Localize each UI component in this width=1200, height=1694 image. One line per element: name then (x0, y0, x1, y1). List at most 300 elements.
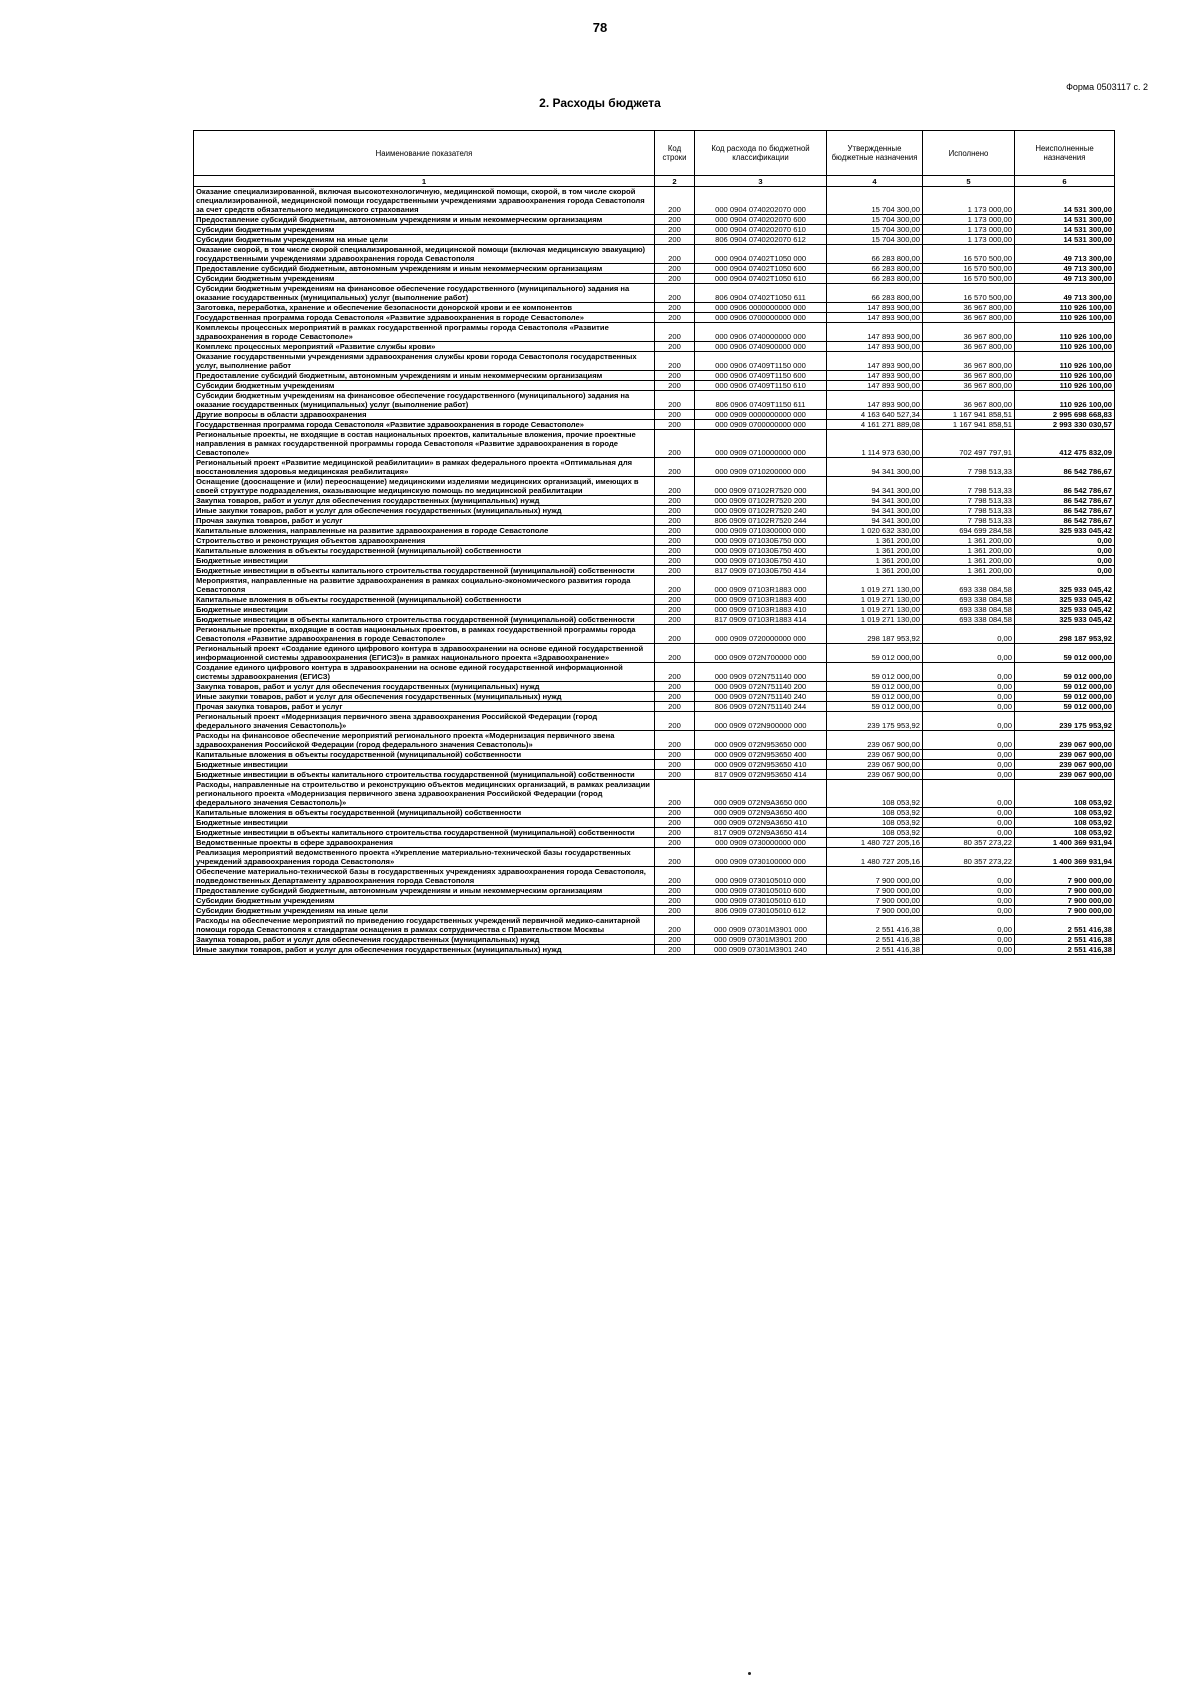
row-name: Закупка товаров, работ и услуг для обеспечения государственных (муниципальных) нужд (194, 935, 655, 945)
row-expense-code: 000 0909 07301М3901 200 (695, 935, 827, 945)
table-row (194, 896, 1115, 906)
row-executed: 36 967 800,00 (923, 371, 1015, 381)
row-expense-code: 000 0909 07102R7520 240 (695, 506, 827, 516)
row-name: Субсидии бюджетным учреждениям (194, 225, 655, 235)
row-name: Комплексы процессных мероприятий в рамках государственной программы города Севастополя «Развитие здравоохранения в городе Севастополе» (194, 323, 655, 342)
row-executed: 36 967 800,00 (923, 303, 1015, 313)
row-remaining: 108 053,92 (1015, 818, 1115, 828)
row-remaining: 14 531 300,00 (1015, 225, 1115, 235)
table-row (194, 506, 1115, 516)
row-remaining: 0,00 (1015, 556, 1115, 566)
row-expense-code: 000 0909 0000000000 000 (695, 410, 827, 420)
table-row (194, 342, 1115, 352)
table-row (194, 848, 1115, 867)
row-name: Региональные проекты, не входящие в состав национальных проектов, капитальные вложения, прочие проектные направления в рамках государственной программы города Севастополя «Развитие здравоохранения в городе Севастополе» (194, 430, 655, 458)
row-executed: 36 967 800,00 (923, 381, 1015, 391)
table-row (194, 663, 1115, 682)
row-remaining: 110 926 100,00 (1015, 371, 1115, 381)
row-remaining: 110 926 100,00 (1015, 313, 1115, 323)
row-remaining: 49 713 300,00 (1015, 284, 1115, 303)
row-approved: 59 012 000,00 (827, 682, 923, 692)
table-row (194, 371, 1115, 381)
row-expense-code: 000 0904 07402Т1050 600 (695, 264, 827, 274)
table-row (194, 245, 1115, 264)
row-line-code: 200 (655, 313, 695, 323)
row-approved: 1 361 200,00 (827, 546, 923, 556)
table-row (194, 595, 1115, 605)
row-line-code: 200 (655, 546, 695, 556)
table-row (194, 750, 1115, 760)
row-approved: 298 187 953,92 (827, 625, 923, 644)
row-name: Обеспечение материально-технической базы в государственных учреждениях здравоохранения города Севастополя, подведомственных Департаменту здравоохранения города Севастополя (194, 867, 655, 886)
row-approved: 1 019 271 130,00 (827, 595, 923, 605)
column-number: 2 (655, 176, 695, 187)
table-row (194, 916, 1115, 935)
row-executed: 36 967 800,00 (923, 342, 1015, 352)
row-remaining: 7 900 000,00 (1015, 867, 1115, 886)
row-expense-code: 000 0909 0730100000 000 (695, 848, 827, 867)
row-approved: 59 012 000,00 (827, 644, 923, 663)
row-expense-code: 000 0909 072N700000 000 (695, 644, 827, 663)
row-line-code: 200 (655, 625, 695, 644)
row-line-code: 200 (655, 576, 695, 595)
table-row (194, 644, 1115, 663)
row-name: Субсидии бюджетным учреждениям (194, 381, 655, 391)
row-line-code: 200 (655, 615, 695, 625)
row-name: Субсидии бюджетным учреждениям на иные цели (194, 235, 655, 245)
row-approved: 1 019 271 130,00 (827, 615, 923, 625)
row-line-code: 200 (655, 284, 695, 303)
row-remaining: 7 900 000,00 (1015, 886, 1115, 896)
row-approved: 147 893 900,00 (827, 342, 923, 352)
row-approved: 147 893 900,00 (827, 371, 923, 381)
row-approved: 15 704 300,00 (827, 235, 923, 245)
row-expense-code: 806 0909 0730105010 612 (695, 906, 827, 916)
row-remaining: 325 933 045,42 (1015, 576, 1115, 595)
table-row (194, 516, 1115, 526)
row-remaining: 239 067 900,00 (1015, 760, 1115, 770)
row-approved: 4 163 640 527,34 (827, 410, 923, 420)
row-line-code: 200 (655, 245, 695, 264)
table-row (194, 187, 1115, 215)
row-expense-code: 000 0909 07102R7520 000 (695, 477, 827, 496)
row-remaining: 86 542 786,67 (1015, 477, 1115, 496)
row-executed: 1 361 200,00 (923, 556, 1015, 566)
row-line-code: 200 (655, 780, 695, 808)
row-expense-code: 000 0909 0710000000 000 (695, 430, 827, 458)
row-name: Прочая закупка товаров, работ и услуг (194, 516, 655, 526)
row-remaining: 108 053,92 (1015, 780, 1115, 808)
column-number: 6 (1015, 176, 1115, 187)
table-row (194, 702, 1115, 712)
row-approved: 66 283 800,00 (827, 284, 923, 303)
header-expense-code: Код расхода по бюджетной классификации (695, 131, 827, 176)
row-expense-code: 000 0909 07103R1883 000 (695, 576, 827, 595)
row-executed: 7 798 513,33 (923, 477, 1015, 496)
row-remaining: 7 900 000,00 (1015, 906, 1115, 916)
row-approved: 108 053,92 (827, 808, 923, 818)
row-line-code: 200 (655, 663, 695, 682)
row-executed: 36 967 800,00 (923, 313, 1015, 323)
row-approved: 239 067 900,00 (827, 750, 923, 760)
table-row (194, 420, 1115, 430)
row-executed: 0,00 (923, 818, 1015, 828)
row-expense-code: 000 0909 072N751140 240 (695, 692, 827, 702)
row-approved: 1 019 271 130,00 (827, 576, 923, 595)
row-expense-code: 817 0909 071030Б750 414 (695, 566, 827, 576)
row-remaining: 325 933 045,42 (1015, 526, 1115, 536)
row-remaining: 86 542 786,67 (1015, 496, 1115, 506)
row-executed: 0,00 (923, 760, 1015, 770)
row-remaining: 59 012 000,00 (1015, 702, 1115, 712)
row-expense-code: 806 0906 07409Т1150 611 (695, 391, 827, 410)
row-expense-code: 806 0909 07102R7520 244 (695, 516, 827, 526)
row-expense-code: 000 0909 07301М3901 240 (695, 945, 827, 955)
row-name: Оказание государственными учреждениями здравоохранения службы крови города Севастополя государственных услуг, выполнение работ (194, 352, 655, 371)
table-row (194, 526, 1115, 536)
row-expense-code: 817 0909 072N9А3650 414 (695, 828, 827, 838)
row-executed: 0,00 (923, 945, 1015, 955)
row-line-code: 200 (655, 381, 695, 391)
row-name: Расходы, направленные на строительство и реконструкцию объектов медицинских организаций, в рамках реализации регионального проекта «Модернизация первичного звена здравоохранения Российской Федерации (город федерального значения Севастополь)» (194, 780, 655, 808)
row-approved: 1 480 727 205,16 (827, 838, 923, 848)
row-line-code: 200 (655, 371, 695, 381)
row-approved: 94 341 300,00 (827, 458, 923, 477)
row-approved: 94 341 300,00 (827, 516, 923, 526)
row-name: Субсидии бюджетным учреждениям на иные цели (194, 906, 655, 916)
row-approved: 239 067 900,00 (827, 770, 923, 780)
row-name: Оказание скорой, в том числе скорой специализированной, медицинской помощи (включая медицинскую эвакуацию) государственными учреждениями здравоохранения города Севастополя (194, 245, 655, 264)
row-line-code: 200 (655, 458, 695, 477)
row-remaining: 108 053,92 (1015, 828, 1115, 838)
table-row (194, 828, 1115, 838)
row-remaining: 110 926 100,00 (1015, 303, 1115, 313)
row-name: Бюджетные инвестиции (194, 556, 655, 566)
table-row (194, 410, 1115, 420)
row-expense-code: 000 0909 0730000000 000 (695, 838, 827, 848)
row-executed: 36 967 800,00 (923, 352, 1015, 371)
row-name: Бюджетные инвестиции (194, 760, 655, 770)
row-remaining: 49 713 300,00 (1015, 274, 1115, 284)
row-expense-code: 806 0909 072N751140 244 (695, 702, 827, 712)
row-line-code: 200 (655, 906, 695, 916)
row-name: Капитальные вложения в объекты государственной (муниципальной) собственности (194, 808, 655, 818)
table-row (194, 576, 1115, 595)
row-name: Предоставление субсидий бюджетным, автономным учреждениям и иным некоммерческим организациям (194, 371, 655, 381)
row-name: Прочая закупка товаров, работ и услуг (194, 702, 655, 712)
row-line-code: 200 (655, 506, 695, 516)
row-remaining: 110 926 100,00 (1015, 391, 1115, 410)
row-executed: 693 338 084,58 (923, 595, 1015, 605)
row-line-code: 200 (655, 605, 695, 615)
row-line-code: 200 (655, 477, 695, 496)
row-line-code: 200 (655, 935, 695, 945)
row-expense-code: 000 0909 071030Б750 410 (695, 556, 827, 566)
row-line-code: 200 (655, 808, 695, 818)
row-expense-code: 000 0909 072N9А3650 000 (695, 780, 827, 808)
row-executed: 0,00 (923, 682, 1015, 692)
row-remaining: 110 926 100,00 (1015, 381, 1115, 391)
row-remaining: 1 400 369 931,94 (1015, 838, 1115, 848)
row-name: Оснащение (дооснащение и (или) переоснащение) медицинскими изделиями медицинских организаций, имеющих в своей структуре подразделения, оказывающие медицинскую помощь по медицинской реабилитации (194, 477, 655, 496)
row-line-code: 200 (655, 760, 695, 770)
row-expense-code: 000 0909 071030Б750 000 (695, 536, 827, 546)
table-row (194, 886, 1115, 896)
row-name: Бюджетные инвестиции в объекты капитального строительства государственной (муниципальной) собственности (194, 566, 655, 576)
table-row (194, 838, 1115, 848)
row-expense-code: 000 0909 07103R1883 410 (695, 605, 827, 615)
row-expense-code: 000 0909 072N751140 200 (695, 682, 827, 692)
row-line-code: 200 (655, 303, 695, 313)
row-approved: 4 161 271 889,08 (827, 420, 923, 430)
row-executed: 16 570 500,00 (923, 274, 1015, 284)
row-approved: 66 283 800,00 (827, 264, 923, 274)
row-remaining: 325 933 045,42 (1015, 615, 1115, 625)
row-line-code: 200 (655, 430, 695, 458)
row-line-code: 200 (655, 410, 695, 420)
row-executed: 693 338 084,58 (923, 576, 1015, 595)
row-executed: 702 497 797,91 (923, 430, 1015, 458)
row-remaining: 86 542 786,67 (1015, 506, 1115, 516)
row-remaining: 7 900 000,00 (1015, 896, 1115, 906)
row-line-code: 200 (655, 712, 695, 731)
row-line-code: 200 (655, 848, 695, 867)
row-name: Предоставление субсидий бюджетным, автономным учреждениям и иным некоммерческим организациям (194, 215, 655, 225)
row-name: Государственная программа города Севастополя «Развитие здравоохранения в городе Севастополе» (194, 313, 655, 323)
row-name: Бюджетные инвестиции в объекты капитального строительства государственной (муниципальной) собственности (194, 828, 655, 838)
row-expense-code: 000 0909 071030Б750 400 (695, 546, 827, 556)
table-row (194, 303, 1115, 313)
row-remaining: 2 551 416,38 (1015, 916, 1115, 935)
table-row (194, 760, 1115, 770)
row-remaining: 239 067 900,00 (1015, 770, 1115, 780)
row-expense-code: 000 0909 07301М3901 000 (695, 916, 827, 935)
row-executed: 1 167 941 858,51 (923, 410, 1015, 420)
row-approved: 108 053,92 (827, 828, 923, 838)
row-executed: 36 967 800,00 (923, 323, 1015, 342)
row-line-code: 200 (655, 274, 695, 284)
table-row (194, 313, 1115, 323)
row-line-code: 200 (655, 702, 695, 712)
table-row (194, 556, 1115, 566)
table-row (194, 381, 1115, 391)
table-body (194, 187, 1115, 955)
row-line-code: 200 (655, 770, 695, 780)
row-name: Создание единого цифрового контура в здравоохранении на основе единой государственной информационной системы здравоохранения (ЕГИСЗ) (194, 663, 655, 682)
row-approved: 94 341 300,00 (827, 506, 923, 516)
row-line-code: 200 (655, 916, 695, 935)
row-expense-code: 000 0904 07402Т1050 000 (695, 245, 827, 264)
row-executed: 36 967 800,00 (923, 391, 1015, 410)
row-approved: 7 900 000,00 (827, 896, 923, 906)
row-expense-code: 000 0909 0730105010 600 (695, 886, 827, 896)
row-approved: 2 551 416,38 (827, 935, 923, 945)
column-number-row (194, 176, 1115, 187)
row-approved: 59 012 000,00 (827, 692, 923, 702)
row-approved: 108 053,92 (827, 780, 923, 808)
row-executed: 7 798 513,33 (923, 458, 1015, 477)
row-name: Субсидии бюджетным учреждениям (194, 274, 655, 284)
row-remaining: 2 993 330 030,57 (1015, 420, 1115, 430)
row-remaining: 1 400 369 931,94 (1015, 848, 1115, 867)
row-line-code: 200 (655, 867, 695, 886)
row-line-code: 200 (655, 682, 695, 692)
header-line-code: Код строки (655, 131, 695, 176)
budget-expenses-table (193, 130, 1115, 955)
row-line-code: 200 (655, 391, 695, 410)
row-line-code: 200 (655, 692, 695, 702)
row-remaining: 2 551 416,38 (1015, 945, 1115, 955)
row-line-code: 200 (655, 264, 695, 274)
section-title: 2. Расходы бюджета (539, 96, 661, 110)
table-row (194, 496, 1115, 506)
row-expense-code: 000 0909 07103R1883 400 (695, 595, 827, 605)
row-line-code: 200 (655, 187, 695, 215)
row-expense-code: 000 0909 07102R7520 200 (695, 496, 827, 506)
row-line-code: 200 (655, 215, 695, 225)
row-executed: 0,00 (923, 896, 1015, 906)
row-line-code: 200 (655, 828, 695, 838)
row-approved: 147 893 900,00 (827, 391, 923, 410)
row-remaining: 86 542 786,67 (1015, 458, 1115, 477)
row-line-code: 200 (655, 516, 695, 526)
row-approved: 15 704 300,00 (827, 225, 923, 235)
row-line-code: 200 (655, 731, 695, 750)
table-row (194, 477, 1115, 496)
row-name: Региональные проекты, входящие в состав национальных проектов, в рамках государственной программы города Севастополя «Развитие здравоохранения в городе Севастополе» (194, 625, 655, 644)
row-expense-code: 000 0909 0720000000 000 (695, 625, 827, 644)
row-approved: 1 019 271 130,00 (827, 605, 923, 615)
row-expense-code: 806 0904 07402Т1050 611 (695, 284, 827, 303)
row-expense-code: 000 0904 0740202070 000 (695, 187, 827, 215)
row-line-code: 200 (655, 818, 695, 828)
row-executed: 0,00 (923, 828, 1015, 838)
row-executed: 0,00 (923, 731, 1015, 750)
row-line-code: 200 (655, 342, 695, 352)
row-remaining: 0,00 (1015, 546, 1115, 556)
row-remaining: 14 531 300,00 (1015, 215, 1115, 225)
row-executed: 0,00 (923, 906, 1015, 916)
row-expense-code: 000 0909 0730105010 000 (695, 867, 827, 886)
row-remaining: 110 926 100,00 (1015, 342, 1115, 352)
row-name: Закупка товаров, работ и услуг для обеспечения государственных (муниципальных) нужд (194, 682, 655, 692)
table-row (194, 906, 1115, 916)
row-executed: 1 361 200,00 (923, 546, 1015, 556)
row-remaining: 59 012 000,00 (1015, 692, 1115, 702)
row-approved: 108 053,92 (827, 818, 923, 828)
row-approved: 1 361 200,00 (827, 566, 923, 576)
row-remaining: 239 067 900,00 (1015, 750, 1115, 760)
row-remaining: 59 012 000,00 (1015, 644, 1115, 663)
row-expense-code: 000 0909 072N953650 400 (695, 750, 827, 760)
form-code: Форма 0503117 с. 2 (1066, 82, 1148, 92)
row-executed: 0,00 (923, 780, 1015, 808)
row-name: Заготовка, переработка, хранение и обеспечение безопасности донорской крови и ее компонентов (194, 303, 655, 313)
row-name: Оказание специализированной, включая высокотехнологичную, медицинской помощи, скорой, в том числе скорой специализированной, медицинской помощи государственными учреждениями здравоохранения города Севастополя за счет средств обязательного медицинского страхования (194, 187, 655, 215)
row-expense-code: 817 0909 07103R1883 414 (695, 615, 827, 625)
row-line-code: 200 (655, 225, 695, 235)
row-line-code: 200 (655, 595, 695, 605)
row-remaining: 59 012 000,00 (1015, 682, 1115, 692)
row-approved: 239 067 900,00 (827, 760, 923, 770)
row-line-code: 200 (655, 556, 695, 566)
row-expense-code: 000 0906 07409Т1150 610 (695, 381, 827, 391)
table-row (194, 566, 1115, 576)
row-name: Государственная программа города Севастополя «Развитие здравоохранения в городе Севастополе» (194, 420, 655, 430)
table-row (194, 625, 1115, 644)
row-name: Капитальные вложения, направленные на развитие здравоохранения в городе Севастополе (194, 526, 655, 536)
row-executed: 0,00 (923, 770, 1015, 780)
row-approved: 7 900 000,00 (827, 886, 923, 896)
table-row (194, 712, 1115, 731)
row-executed: 694 699 284,58 (923, 526, 1015, 536)
row-remaining: 49 713 300,00 (1015, 245, 1115, 264)
row-line-code: 200 (655, 644, 695, 663)
row-approved: 1 114 973 630,00 (827, 430, 923, 458)
row-remaining: 49 713 300,00 (1015, 264, 1115, 274)
row-remaining: 239 067 900,00 (1015, 731, 1115, 750)
row-remaining: 239 175 953,92 (1015, 712, 1115, 731)
row-line-code: 200 (655, 896, 695, 906)
row-name: Иные закупки товаров, работ и услуг для обеспечения государственных (муниципальных) нужд (194, 692, 655, 702)
column-number: 3 (695, 176, 827, 187)
row-expense-code: 000 0909 072N751140 000 (695, 663, 827, 682)
row-line-code: 200 (655, 838, 695, 848)
row-line-code: 200 (655, 235, 695, 245)
row-approved: 94 341 300,00 (827, 496, 923, 506)
row-executed: 0,00 (923, 702, 1015, 712)
row-name: Субсидии бюджетным учреждениям на финансовое обеспечение государственного (муниципального) задания на оказание государственных (муниципальных) услуг (выполнение работ) (194, 391, 655, 410)
table-row (194, 780, 1115, 808)
row-executed: 0,00 (923, 808, 1015, 818)
row-expense-code: 000 0906 07409Т1150 600 (695, 371, 827, 381)
table-row (194, 430, 1115, 458)
row-approved: 7 900 000,00 (827, 906, 923, 916)
row-approved: 1 361 200,00 (827, 556, 923, 566)
row-line-code: 200 (655, 750, 695, 760)
row-executed: 7 798 513,33 (923, 496, 1015, 506)
row-expense-code: 000 0909 0730105010 610 (695, 896, 827, 906)
row-name: Предоставление субсидий бюджетным, автономным учреждениям и иным некоммерческим организациям (194, 886, 655, 896)
header-executed: Исполнено (923, 131, 1015, 176)
table-row (194, 731, 1115, 750)
row-executed: 693 338 084,58 (923, 615, 1015, 625)
row-line-code: 200 (655, 526, 695, 536)
row-remaining: 412 475 832,09 (1015, 430, 1115, 458)
row-executed: 1 167 941 858,51 (923, 420, 1015, 430)
row-remaining: 325 933 045,42 (1015, 605, 1115, 615)
row-executed: 1 173 000,00 (923, 225, 1015, 235)
row-expense-code: 806 0904 0740202070 612 (695, 235, 827, 245)
table-row (194, 284, 1115, 303)
row-remaining: 0,00 (1015, 536, 1115, 546)
row-executed: 0,00 (923, 663, 1015, 682)
row-name: Бюджетные инвестиции в объекты капитального строительства государственной (муниципальной) собственности (194, 615, 655, 625)
row-executed: 693 338 084,58 (923, 605, 1015, 615)
row-expense-code: 000 0904 07402Т1050 610 (695, 274, 827, 284)
table-row (194, 615, 1115, 625)
row-approved: 147 893 900,00 (827, 381, 923, 391)
row-approved: 2 551 416,38 (827, 916, 923, 935)
table-row (194, 352, 1115, 371)
row-name: Иные закупки товаров, работ и услуг для обеспечения государственных (муниципальных) нужд (194, 506, 655, 516)
row-approved: 15 704 300,00 (827, 215, 923, 225)
row-approved: 147 893 900,00 (827, 323, 923, 342)
table-row (194, 770, 1115, 780)
row-approved: 94 341 300,00 (827, 477, 923, 496)
row-name: Закупка товаров, работ и услуг для обеспечения государственных (муниципальных) нужд (194, 496, 655, 506)
table-row (194, 264, 1115, 274)
